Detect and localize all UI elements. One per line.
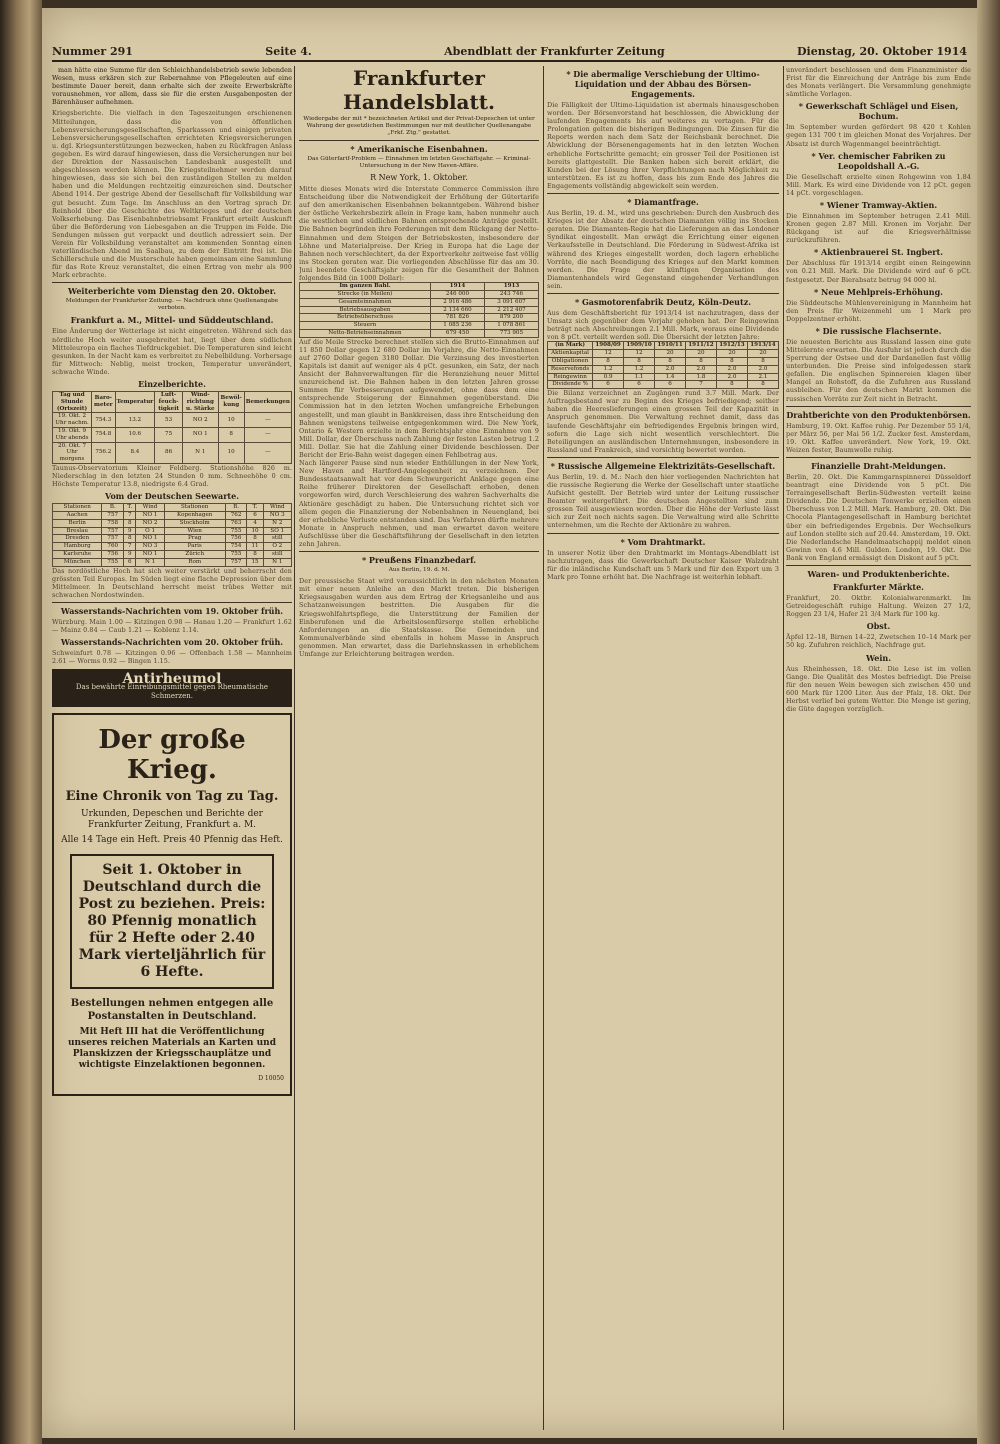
column-3 — [547, 66, 779, 1430]
table-cell: 8.4 — [115, 442, 155, 463]
divider — [786, 565, 971, 566]
divider — [52, 602, 292, 603]
table-cell: 2 134 660 — [430, 306, 484, 314]
table-cell: 19. Okt. 9 Uhr abends — [53, 427, 92, 442]
article-text-block: Die Fälligkeit der Ultimo-Liquidation ist abermals hinausgeschoben worden. Der Börsenvorstand hat beschlossen, die Abwicklung der laufenden Engagements bis auf weiteres zu vertagen. Für die Prolongation gelten die bisherigen Bedingungen. Die Zinsen für die Reports werden nach dem Satz der Reichsbank berechnet. Die Abwicklung der Börsenengagements hat in den letzten Wochen erhebliche Fortschritte gemacht; ein grosser Teil der Positionen ist bereits glattgestellt. Die Banken haben sich bereit erklärt, die Kunden bei der Lösung ihrer Verpflichtungen nach Möglichkeit zu unterstützen. Es ist zu hoffen, dass bis zum Ende des Jahres die Engagements vollständig abgewickelt sein werden. — [547, 101, 779, 190]
table-cell: NO 1 — [182, 427, 218, 442]
table-header: Bewöl-kung — [218, 392, 244, 413]
table-header: 1913/14 — [747, 342, 778, 350]
ad-order-note: Bestellungen nehmen entgegen alle Postanstalten in Deutschland. — [70, 998, 274, 1023]
table-cell: 13.2 — [115, 413, 155, 428]
table-cell: Reingewinn — [548, 373, 593, 381]
article-title: * Gewerkschaft Schlägel und Eisen, Bochum. — [798, 101, 959, 122]
table-cell: 2 916 486 — [430, 298, 484, 306]
article-text-block: unverändert beschlossen und dem Finanzminister die Frist für die Einreichung der Anträge bis zum Ende des Monats verlängert. Die Versammlung genehmigte sämtliche Vorlagen. — [786, 66, 971, 99]
table-cell: 2.1 — [747, 373, 778, 381]
table-header: 1913 — [484, 283, 538, 291]
article-text-block: Die neuesten Berichte aus Russland lassen eine gute Mittelernte erwarten. Die Ausfuhr ist jedoch durch die Sperrung der Ostsee und der Dardanellen fast völlig unterbunden. Die Preise sind infolgedessen stark gefallen. Die englischen Spinnereien klagen über Mangel an Rohstoff, da die Zufuhren aus Russland ausbleiben. Für den deutschen Markt kommen die russischen Vorräte zur Zeit nicht in Betracht. — [786, 337, 971, 403]
table-cell: 8 — [624, 357, 655, 365]
advertisement-der-grosse-krieg — [52, 713, 292, 1095]
table-cell: — — [244, 427, 291, 442]
article-title: * Preußens Finanzbedarf. — [361, 555, 477, 566]
table-cell: 1.4 — [655, 373, 686, 381]
section-masthead: Frankfurter Handelsblatt. — [343, 66, 495, 114]
railway-table — [299, 282, 539, 338]
weather-section-note: Meldungen der Frankfurter Zeitung. — Nachdruck ohne Quellenangabe verboten. — [65, 298, 279, 312]
table-row — [300, 322, 539, 330]
table-cell: 2.0 — [655, 365, 686, 373]
page-header — [52, 42, 967, 62]
table-cell: 1.1 — [624, 373, 655, 381]
table-cell: 1 078 861 — [484, 322, 538, 330]
article-title: * Gasmotorenfabrik Deutz, Köln-Deutz. — [574, 296, 752, 307]
table-cell: 1.2 — [624, 365, 655, 373]
table-cell: 8 — [747, 357, 778, 365]
table-cell: Betriebsausgaben — [300, 306, 431, 314]
table-cell: 20 — [655, 350, 686, 358]
table-cell: Steuern — [300, 322, 431, 330]
article-title: * Die russische Flachsernte. — [815, 325, 942, 336]
table-cell: 773 905 — [484, 329, 538, 337]
table-cell: 20 — [686, 350, 717, 358]
table-cell: 6 — [624, 381, 655, 389]
table-header: Luft-feuch-tigkeit — [155, 392, 183, 413]
article-title: * Aktienbrauerei St. Ingbert. — [814, 247, 943, 258]
article-text: man hätte eine Summe für den Schleichhandelsbetrieb sowie lebenden Wesen, muss erkären sich zur Rebernahme von Pflegeleuten auf eine bestimmte Dauer bereit, dann erhalte sich der zweite Erwerbskräfte vorausnehmen, vor allem, dass sie für die ersten Ausgabenposten der Bärenhäuser aufnehmen. — [52, 66, 292, 107]
article-title: * Vom Drahtmarkt. — [620, 536, 706, 547]
table-header: 1914 — [430, 283, 484, 291]
table-cell: 679 450 — [430, 329, 484, 337]
article-text-block: Nach längerer Pause sind nun wieder Enthüllungen in der New York, New Haven and Hartford-Angelegenheit zu verzeichnen. Der Bundesstaatsanwalt hat vor dem Schwurgericht Anklage gegen eine Reihe früherer Direktoren der Gesellschaft erhoben, denen vorgeworfen wird, durch Verschleierung des wahren Sachverhalts die Aktionäre geschädigt zu haben. Die Untersuchung richtet sich vor allem gegen die Finanzierung der Nebenbahnen in Neuengland, bei der erhebliche Verluste entstanden sind. Das Verfahren dürfte mehrere Monate in Anspruch nehmen, und man erwartet davon weitere Aufschlüsse über die Geschäftsführung der Gesellschaft in den letzten zehn Jahren. — [299, 459, 539, 549]
table-cell: 53 — [155, 413, 183, 428]
weather-text: Taunus-Observatorium Kleiner Feldberg. Stationshöhe 826 m. Niederschlag in den letzten 24 Stunden 0 mm. Schneehöhe 0 cm. Höchste Temperatur 13.8, niedrigste 6.4 Grad. — [52, 463, 292, 489]
table-cell: 20 — [747, 350, 778, 358]
table-cell: 7 — [686, 381, 717, 389]
table-cell: 1 085 236 — [430, 322, 484, 330]
table-cell: 1.2 — [593, 365, 624, 373]
ad-code: D 10050 — [258, 1075, 284, 1083]
article-text-block: Hamburg, 19. Okt. Kaffee ruhig. Per Dezember 55 1/4, per März 56, per Mai 56 1/2. Zucker fest. Amsterdam, 19. Okt. Kaffee unverändert. New York, 19. Okt. Weizen fester, Baumwolle ruhig. — [786, 421, 971, 454]
table-row — [548, 350, 779, 358]
table-cell: 3 091 607 — [484, 298, 538, 306]
article-title: * Die abermalige Verschiebung der Ultimo-Liquidation und der Abbau des Börsen-Engagements. — [566, 69, 760, 99]
table-cell: 12 — [624, 350, 655, 358]
article-text-block: Berlin, 20. Okt. Die Kammgarnspinnerei Düsseldorf beantragt eine Dividende von 5 pCt. Die Terraingesellschaft Berlin-Südwesten verteilt keine Dividende. Die Deutschen Tonwerke erzielten einen Überschuss von 1.2 Mill. Mark. Hamburg, 20. Okt. Die Chocola Plantagengesellschaft in Hamburg berichtet über ein befriedigendes Ergebnis. Der Wechselkurs auf London stellte sich auf 20.44. Amsterdam, 19. Okt. Die Nederlandsche Handelmaatschappij meldet einen Gewinn von 4.6 Mill. Gulden. London, 19. Okt. Die Bank von England ermässigt den Diskont auf 5 pCt. — [786, 473, 971, 562]
table-cell: — — [244, 442, 291, 463]
table-header: (in Mark) — [548, 342, 593, 350]
table-row — [548, 365, 779, 373]
article-text-block: Aus Berlin, 19. d. M., wird uns geschrieben: Durch den Ausbruch des Krieges ist der Absatz der deutschen Diamanten völlig ins Stocken geraten. Die Diamanten-Regie hat die Lieferungen an das Londoner Syndikat eingestellt. Man erwägt die Errichtung einer eigenen Verkaufsstelle in Deutschland. Die Förderung in Südwest-Afrika ist während des Krieges eingestellt worden, doch lagern erhebliche Vorräte, die nach Beendigung des Krieges auf den Markt kommen werden. Die Frage der künftigen Organisation des Diamantenhandels wird Gegenstand eingehender Verhandlungen sein. — [547, 209, 779, 290]
newspaper-page — [42, 8, 977, 1438]
ad-brand: Antirheumol — [122, 671, 222, 688]
article-text-block: Auf die Meile Strecke berechnet stellen sich die Brutto-Einnahmen auf 11 850 Dollar gegen 12 680 Dollar im Vorjahre, die Netto-Einnahmen auf 2760 Dollar gegen 3180 Dollar. Die Verzinsung des investierten Kapitals ist damit auf weniger als 4 pCt. gesunken, ein Satz, der nach Ansicht der Bahnverwaltungen für die Heranziehung neuer Mittel unzureichend ist. Die Bahnen haben in den letzten Jahren grosse Summen für Verbesserungen aufgewendet, ohne dass dem eine entsprechende Steigerung der Einnahmen gegenüberstand. Die Commission hat in den letzten Wochen umfangreiche Erhebungen angestellt, und man glaubt in Bankkreisen, dass ihre Entscheidung den Bahnen wenigstens teilweise entgegenkommen wird. Die New York, Ontario & Western erzielte in dem Berichtsjahr eine Einnahme von 9 Mill. Dollar, der Überschuss nach Zahlung der festen Lasten betrug 1.2 Mill. Dollar. Sie hat die Zahlung einer Dividende beschlossen. Der Bericht der Erie-Bahn weist dagegen einen Fehlbetrag aus. — [299, 337, 539, 460]
table-cell: Strecke (in Meilen) — [300, 290, 431, 298]
ad-content-note: Mit Heft III hat die Veröffentlichung unseres reichen Materials an Karten und Planskizzen der Kriegsschauplätze und wichtigste Einzelaktionen begonnen. — [68, 1027, 276, 1071]
table-cell: 12 — [593, 350, 624, 358]
divider — [547, 533, 779, 534]
table-header: Temperatur — [115, 392, 155, 413]
table-cell: Obligationen — [548, 357, 593, 365]
article-text-block: Im September wurden gefördert 98 420 t Kohlen gegen 131 700 t im gleichen Monat des Vorjahres. Der Absatz ist durch Wagenmangel beeinträchtigt. — [786, 123, 971, 148]
table-row — [548, 381, 779, 389]
article-text-block: Die Einnahmen im September betrugen 2.41 Mill. Kronen gegen 2.87 Mill. Kronen im Vorjahr. Der Rückgang ist auf die Kriegsverhältnisse zurückzuführen. — [786, 211, 971, 245]
seewarte-title: Vom der Deutschen Seewarte. — [105, 491, 239, 502]
table-cell: 8 — [686, 357, 717, 365]
table-row — [548, 357, 779, 365]
table-cell: 86 — [155, 442, 183, 463]
ad-title: Der große Krieg. — [98, 725, 246, 786]
article-subtitle: Das Güterfarif-Problem — Einnahmen im letzten Geschäftsjahr. — Kriminal-Untersuchung in der New Haven-Affäre. — [307, 156, 531, 169]
table-cell: 756.2 — [92, 442, 116, 463]
water-level-text: Würzburg. Main 1.00 — Kitzingen 0.98 — Hanau 1.20 — Frankfurt 1.62 — Mainz 0.84 — Caub 1.21 — Koblenz 1.14. — [52, 618, 292, 635]
table-cell: 6 — [593, 381, 624, 389]
table-cell: 879 200 — [484, 314, 538, 322]
page-number: Seite 4. — [265, 44, 312, 58]
article-title: * Russische Allgemeine Elektrizitäts-Gesellschaft. — [550, 460, 776, 471]
table-cell: 2.0 — [747, 365, 778, 373]
table-cell: 754.8 — [92, 427, 116, 442]
table-cell: 781 826 — [430, 314, 484, 322]
table-cell: Betriebsüberschuss — [300, 314, 431, 322]
table-header: 1911/12 — [686, 342, 717, 350]
table-row — [300, 306, 539, 314]
table-cell: 6 — [655, 381, 686, 389]
table-cell: 8 — [716, 381, 747, 389]
article-text-block: Die Süddeutsche Mühlenvereinigung in Mannheim hat den Preis für Weizenmehl um 1 Mark pro Doppelzentner erhöht. — [786, 298, 971, 323]
deutz-table — [547, 341, 779, 389]
ad-subtitle: Eine Chronik von Tag zu Tag. — [65, 789, 279, 805]
article-title: * Wiener Tramway-Aktien. — [819, 199, 938, 210]
table-row — [53, 413, 292, 428]
table-cell: 2 212 407 — [484, 306, 538, 314]
table-cell: 2.0 — [716, 365, 747, 373]
section-title: Finanzielle Draht-Meldungen. — [811, 461, 946, 471]
weather-region: Frankfurt a. M., Mittel- und Süddeutschland. — [70, 315, 274, 326]
advertisement-antirheumol — [52, 669, 292, 707]
table-header: Baro-meter — [92, 392, 116, 413]
table-cell: — — [244, 413, 291, 428]
table-header: 1912/13 — [716, 342, 747, 350]
table-header: Tag und Stunde (Ortszeit) — [53, 392, 92, 413]
table-cell: 19. Okt. 2 Uhr nachm. — [53, 413, 92, 428]
article-dateline: Aus Berlin, 19. d. M. — [388, 567, 450, 574]
water-level-title: Wasserstands-Nachrichten vom 19. Oktober früh. — [60, 606, 284, 616]
ad-text: Das bewährte Einreibungsmittel gegen Rheumatische Schmerzen. — [75, 683, 269, 701]
water-level-text: Schweinfurt 0.78 — Kitzingen 0.96 — Offenbach 1.58 — Mannheim 2.61 — Worms 0.92 — Bingen 1.15. — [52, 649, 292, 666]
article-text-block: Die Bilanz verzeichnet an Zugängen rund 3.7 Mill. Mark. Der Auftragsbestand war zu Beginn des Krieges befriedigend; seither haben die Heereslieferungen einen grossen Teil der Kapazität in Anspruch genommen. Die Verwaltung rechnet damit, dass das laufende Geschäftsjahr ein befriedigendes Ergebnis bringen wird, sofern die Lage sich nicht wesentlich verschlechtert. Die Beteiligungen an ausländischen Unternehmungen, insbesondere in Russland und Frankreich, sind vorsichtig bewertet worden. — [547, 389, 779, 454]
weather-text: Eine Änderung der Wetterlage ist nicht eingetreten. Während sich das nördliche Hoch weiter ausgebreitet hat, liegt über dem südlichen Mitteleuropa ein flaches Tiefdruckgebiet. Die Temperaturen sind leicht gesunken. In der Nacht kam es verbreitet zu Nebelbildung. Vorhersage für Mittwoch: Neblig, meist trocken, Temperatur unverändert, schwache Winde. — [52, 327, 292, 376]
table-row — [300, 298, 539, 306]
table-title: Einzelberichte. — [138, 379, 206, 389]
table-cell: Reservefonds — [548, 365, 593, 373]
table-cell: 243 746 — [484, 290, 538, 298]
table-cell: 20 — [716, 350, 747, 358]
article-text-block: Die Gesellschaft erzielte einen Rohgewinn von 1.84 Mill. Mark. Es wird eine Dividende von 12 pCt. gegen 14 pCt. vorgeschlagen. — [786, 172, 971, 197]
divider — [786, 406, 971, 407]
table-cell: 10 — [218, 442, 244, 463]
table-cell: 8 — [655, 357, 686, 365]
column-1 — [52, 66, 292, 1430]
subsection-title: Wein. — [865, 652, 892, 663]
table-row — [300, 314, 539, 322]
divider — [299, 551, 539, 552]
section-subtitle: Frankfurter Märkte. — [833, 582, 924, 593]
newspaper-title: Abendblatt der Frankfurter Zeitung — [444, 44, 665, 58]
table-cell: 246 000 — [430, 290, 484, 298]
table-row — [53, 427, 292, 442]
table-header: Wind-richtung u. Stärke — [182, 392, 218, 413]
article-title: * Ver. chemischer Fabriken zu Leopoldshall A.-G. — [811, 150, 946, 171]
weather-table — [52, 391, 292, 464]
article-text-block: Mitte dieses Monats wird die Interstate Commerce Commission ihre Entscheidung über die Notwendigkeit der Erhöhung der Gütertarife auf den amerikanischen Eisenbahnen bekanntgeben. Während bisher der östliche Verkehrsbezirk allein in Frage kam, haben nunmehr auch die westlichen und südlichen Bahnen entsprechende Anträge gestellt. Die Bahnen begründen ihre Forderungen mit dem Rückgang der Netto-Einnahmen und dem Steigen der Betriebskosten, insbesondere der Löhne und Materialpreise. Der Krieg in Europa hat die Lage der Bahnen noch verschlechtert, da der Exportverkehr zeitweise fast völlig ins Stocken geraten war. Die vorliegenden Abschlüsse für das am 30. Juni beendete Geschäftsjahr zeigen für die Gesamtheit der Bahnen folgendes Bild (in 1000 Dollar): — [299, 185, 539, 283]
subsection-title: Obst. — [866, 621, 891, 632]
reprint-note: Wiedergabe der mit * bezeichneten Artikel und der Privat-Depeschen ist unter Wahrung der gesetzlichen Bestimmungen nur mit deutlicher Quellenangabe „Frkf. Ztg." gestattet. — [303, 116, 535, 136]
table-header: Bemerkungen — [244, 392, 291, 413]
table-cell: 10.6 — [115, 427, 155, 442]
issue-date: Dienstag, 20. Oktober 1914 — [797, 44, 967, 58]
article-text-block: Aus Rheinhessen, 18. Okt. Die Lese ist im vollen Gange. Die Qualität des Mostes befriedigt. Die Preise für den neuen Wein bewegen sich zwischen 450 und 600 Mark für 1200 Liter. Aus der Pfalz, 18. Okt. Der Herbst verlief bei gutem Wetter. Die Menge ist gering, die Güte dagegen vorzüglich. — [786, 664, 971, 713]
book-binding-left — [0, 0, 42, 1444]
article-text-block: Der Abschluss für 1913/14 ergibt einen Reingewinn von 0.21 Mill. Mark. Die Dividende wird auf 6 pCt. festgesetzt. Der Bierabsatz betrug 94 000 hl. — [786, 259, 971, 284]
station-table: Stationen B. T. Wind Stationen B. T. Wind Aachen 757 7 NO 1 Kopenhagen 762 6 NO 3 Berlin 758 8 NO 2 Stockholm 763 4 N 2 Breslau 757 9 O 1 Wien 755 10 SO 1 Dresden 757 8 NO 1 Prag 756 8 still Hamburg 760 7 NO 3 Paris 754 11 O 2 Karlsruhe 756 9 NO 1 Zürich 755 8 still München 755 6 N 1 Rom 757 15 N 1 — [52, 503, 292, 566]
table-header: Im ganzen Bahl. — [300, 283, 431, 291]
table-header: 1909/10 — [624, 342, 655, 350]
table-row — [548, 373, 779, 381]
table-cell: 0.9 — [593, 373, 624, 381]
table-cell: Netto-Betriebseinnahmen — [300, 329, 431, 337]
section-title: Waren- und Produktenberichte. — [807, 569, 950, 580]
divider — [299, 140, 539, 141]
article-text-block: Frankfurt, 20. Oktbr. Kolonialwarenmarkt. Im Getreidegeschäft ruhige Haltung. Weizen 27 1/2, Roggen 23 1/4, Hafer 21 3/4 Mark für 100 kg. — [786, 594, 971, 619]
column-rule — [294, 66, 295, 1430]
water-level-title: Wasserstands-Nachrichten vom 20. Oktober früh. — [60, 637, 284, 648]
column-rule — [783, 66, 784, 1430]
article-text-block: In unserer Notiz über den Drahtmarkt im Montags-Abendblatt ist nachzutragen, dass die Gewerkschaft Deutscher Kaiser Walzdraht für die inländische Kundschaft um 5 Mark und für den Export um 3 Mark pro Tonne erhöht hat. Die Nachfrage ist weiterhin lebhaft. — [547, 548, 779, 581]
divider — [547, 457, 779, 458]
table-cell: 8 — [716, 357, 747, 365]
article-title: * Diamantfrage. — [627, 197, 699, 208]
table-cell: 2.0 — [716, 373, 747, 381]
table-cell: 8 — [593, 357, 624, 365]
weather-section-title: Weiterberichte vom Dienstag den 20. Oktober. — [67, 286, 276, 297]
table-cell: Gesamteinnahmen — [300, 298, 431, 306]
column-4 — [786, 66, 971, 1430]
table-cell: N 1 — [182, 442, 218, 463]
table-cell: 2.0 — [686, 365, 717, 373]
table-cell: 20. Okt. 7 Uhr morgens — [53, 442, 92, 463]
table-header: 1908/09 — [593, 342, 624, 350]
table-cell: Dividende % — [548, 381, 593, 389]
table-row — [53, 442, 292, 463]
table-cell: 75 — [155, 427, 183, 442]
article-title: * Neue Mehlpreis-Erhöhung. — [814, 286, 943, 297]
book-binding-right — [977, 0, 1000, 1444]
table-cell: Aktienkapital — [548, 350, 593, 358]
weather-text: Das nordöstliche Hoch hat sich weiter verstärkt und beherrscht den grössten Teil Europas. Im Süden liegt eine flache Depression über dem Mittelmeer. In Deutschland herrscht meist trübes Wetter mit schwachen Nordostwinden. — [52, 566, 292, 599]
divider — [786, 457, 971, 458]
divider — [547, 293, 779, 294]
article-text-block: Aus dem Geschäftsbericht für 1913/14 ist nachzutragen, dass der Umsatz sich gegenüber dem Vorjahr gehoben hat. Der Reingewinn beträgt nach Abschreibungen 2.1 Mill. Mark, woraus eine Dividende von 8 pCt. verteilt werden soll. Die Übersicht der letzten Jahre: — [547, 308, 779, 342]
ad-description: Urkunden, Depeschen und Berichte der Frankfurter Zeitung, Frankfurt a. M. — [81, 809, 263, 831]
article-text-block: Der preussische Staat wird voraussichtlich in den nächsten Monaten mit einer neuen Anleihe an den Markt treten. Die bisherigen Kriegsausgaben wurden aus dem Ertrag der Kriegsanleihe und aus Schatzanweisungen bestritten. Die Ausgaben für die Kriegswohlfahrtspflege, die Unterstützung der Familien der Einberufenen und die Arbeitslosenfürsorge stellen erhebliche Anforderungen an die Staatskasse. Die Gemeinden und Kommunalverbände sind ebenfalls in hohem Masse in Anspruch genommen. Man erwartet, dass die Darlehnskassen in erheblichem Umfange zur Erleichterung beitragen werden. — [299, 577, 539, 658]
article-dateline: R New York, 1. Oktober. — [370, 173, 468, 182]
table-cell: 8 — [747, 381, 778, 389]
table-cell: 8 — [218, 427, 244, 442]
divider — [52, 282, 292, 283]
issue-number: Nummer 291 — [52, 44, 133, 58]
ad-frequency: Alle 14 Tage ein Heft. Preis 40 Pfennig das Heft. — [61, 835, 283, 846]
divider — [547, 193, 779, 194]
table-cell: 1.8 — [686, 373, 717, 381]
article-title: * Amerikanische Eisenbahnen. — [350, 144, 488, 154]
table-cell: NO 2 — [182, 413, 218, 428]
table-cell: 10 — [218, 413, 244, 428]
column-rule — [543, 66, 544, 1430]
section-title: Drahtberichte von den Produktenbörsen. — [786, 409, 971, 420]
article-text-block: Kriegsberichte. Die vielfach in den Tageszeitungen erschienenen Mitteilungen, dass die von öffentlichen Lebensversicherungsgesellschaften, Sparkassen und einigen privaten Lebensversicherungsgesellschaften errichteten Kriegsversicherungen u. dgl. Kriegsunterstützungen bezwecken, haben zu Rückfragen Anlass gegeben. Es wird darauf hingewiesen, dass die Versicherungen nur bei der Direktion der Nassauischen Landesbank ausgestellt und abgeschlossen werden können. Die Kriegsteilnehmer werden darauf hingewiesen, dass sie sich bei den zuständigen Stellen zu melden haben und die Meldungen rechtzeitig einzureichen sind. Deutscher Abend 1914. Der gestrige Abend der Gesellschaft für Volksbildung war gut besucht. Zum Tage. Im Anschluss an den Vortrag sprach Dr. Reinhold über die Geschichte des Weltkrieges und der deutschen Volkserhebung. Das Eisenbahnbetriebsamt Frankfurt erteilt Auskunft über die Beförderung von Liebesgaben an die Truppen im Felde. Die Sendungen müssen gut verpackt und deutlich adressiert sein. Der Verein für Volksbildung veranstaltet am kommenden Sonntag einen vaterländischen Abend im Saalbau, zu dem der Eintritt frei ist. Die Schillerschule und die Musterschule haben gemeinsam eine Sammlung für das Rote Kreuz veranstaltet, die einen Ertrag von mehr als 900 Mark erbrachte. — [52, 109, 292, 280]
table-header: 1910/11 — [655, 342, 686, 350]
table-cell: 754.3 — [92, 413, 116, 428]
article-text-block: Aus Berlin, 19. d. M.: Nach den hier vorliegenden Nachrichten hat die russische Regierung die Werke der Gesellschaft unter staatliche Aufsicht gestellt. Der Betrieb wird unter der Leitung russischer Beamter weitergeführt. Die deutschen Angestellten sind zum grossen Teil ausgewiesen worden. Über die Höhe der Verluste lässt sich zur Zeit noch nichts sagen. Die Verwaltung wird alle Schritte unternehmen, um die Rechte der Aktionäre zu wahren. — [547, 472, 779, 530]
column-2 — [299, 66, 539, 1430]
ad-subscription-box: Seit 1. Oktober in Deutschland durch die Post zu beziehen. Preis: 80 Pfennig monatlich für 2 Hefte oder 2.40 Mark vierteljährlich für 6 Hefte. — [70, 854, 274, 989]
table-row — [300, 290, 539, 298]
table-row — [300, 329, 539, 337]
article-text-block: Äpfel 12–18, Birnen 14–22, Zwetschen 10–14 Mark per 50 kg. Zufuhren reichlich, Nachfrage gut. — [786, 633, 971, 650]
